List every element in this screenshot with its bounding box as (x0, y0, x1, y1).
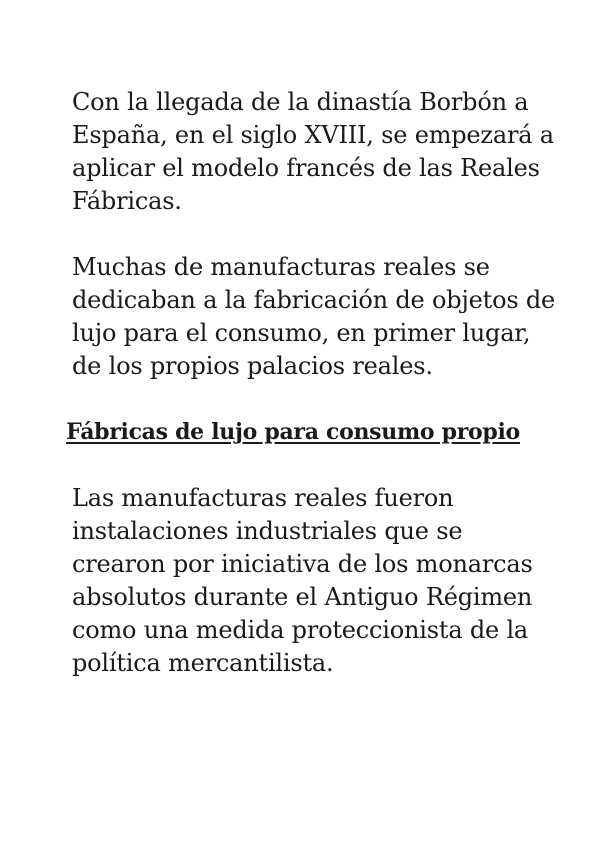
text-line: crearon por iniciativa de los monarcas (72, 550, 533, 578)
text-line: aplicar el modelo francés de las Reales (72, 154, 540, 182)
text-line: como una medida proteccionista de la (72, 616, 529, 644)
text-line: de los propios palacios reales. (72, 352, 433, 380)
text-line: Muchas de manufacturas reales se (72, 253, 490, 281)
paragraph-manufacturas-definicion (72, 482, 532, 680)
document-page (66, 86, 556, 680)
text-line: Fábricas. (72, 187, 182, 215)
text-line: absolutos durante el Antiguo Régimen (72, 583, 533, 611)
text-line: Con la llegada de la dinastía Borbón a (72, 88, 529, 116)
text-line: dedicaban a la fabricación de objetos de (72, 286, 556, 314)
text-line: Las manufacturas reales fueron (72, 484, 454, 512)
paragraph-dinastia-borbon (72, 86, 554, 218)
text-line: instalaciones industriales que se (72, 517, 463, 545)
text-line: política mercantilista. (72, 649, 334, 677)
paragraph-manufacturas-lujo (72, 251, 556, 383)
text-line: España, en el siglo XVIII, se empezará a (72, 121, 554, 149)
text-line: lujo para el consumo, en primer lugar, (72, 319, 531, 347)
section-heading: Fábricas de lujo para consumo propio (66, 419, 520, 445)
